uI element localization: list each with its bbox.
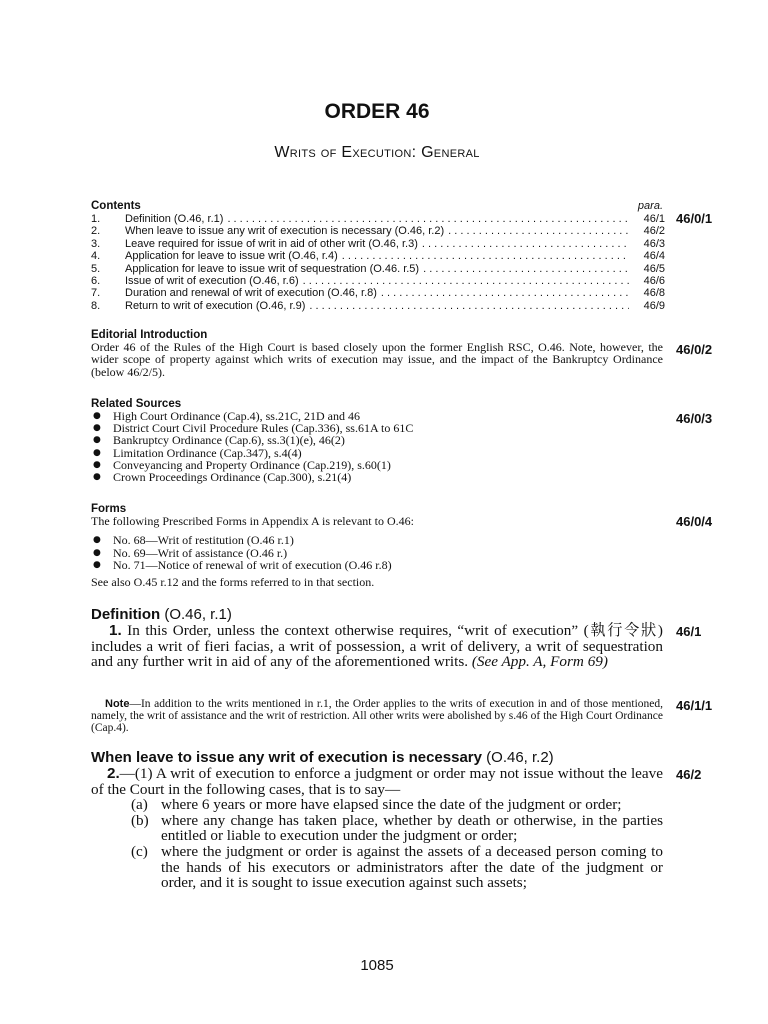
contents-entry — [91, 225, 665, 237]
rule-number: 1. — [109, 622, 122, 639]
dot-leader — [338, 250, 629, 262]
note-label: Note — [105, 698, 130, 710]
dot-leader — [305, 300, 629, 312]
margin-ref-note: 46/1/1 — [676, 698, 713, 713]
contents-entry-title: Definition (O.46, r.1) — [125, 213, 224, 225]
contents-entry-para: 46/9 — [643, 299, 665, 312]
contents-table — [91, 200, 665, 312]
dot-leader — [377, 287, 629, 299]
list-item: ● Crown Proceedings Ordinance (Cap.300), s.21(4) — [93, 470, 352, 485]
list-item: ● Conveyancing and Property Ordinance (Cap.219), s.60(1) — [93, 457, 391, 472]
page-number: 1085 — [360, 957, 394, 974]
definition-rule-text: 1. In this Order, unless the context otherwise requires, “writ of execution” (執行令狀) includes a writ of fieri facias, a writ of possession, a writ of delivery, a writ of sequestration and any further writ in aid of any of the aforementioned writs. (See App. A, Form 69) — [91, 622, 663, 671]
contents-entry-para: 46/2 — [643, 225, 665, 238]
contents-entry — [91, 275, 665, 287]
item-label: (a) — [131, 796, 148, 814]
contents-entry-title: Leave required for issue of writ in aid of other writ (O.46, r.3) — [125, 237, 418, 250]
list-item: ● No. 68—Writ of restitution (O.46 r.1) — [93, 533, 294, 548]
leave-section — [91, 749, 663, 891]
contents-header — [91, 200, 665, 213]
list-item: (a) where 6 years or more have elapsed since the date of the judgment or order; — [131, 796, 622, 814]
definition-heading: Definition (O.46, r.1) — [91, 606, 232, 623]
page-subtitle: Writs of Execution: General — [274, 144, 480, 161]
page-title: ORDER 46 — [324, 100, 430, 123]
contents-entry — [91, 250, 665, 262]
list-item: ● District Court Civil Procedure Rules (Cap.336), ss.61A to 61C — [93, 421, 414, 436]
bullet-icon: ● — [93, 472, 101, 483]
note-text: Note—In addition to the writs mentioned in r.1, the Order applies to the writs of execution in and of those mentioned, namely, the writ of assistance and the writ of restriction. All other writs were abolished by s.46 of the High Court Ordinance (Cap.4). — [91, 698, 663, 735]
contents-entry — [91, 263, 665, 275]
contents-entry-number: 3. — [91, 237, 101, 250]
contents-entry-number: 1. — [91, 213, 101, 225]
contents-entry — [91, 300, 665, 312]
margin-ref-definition: 46/1 — [676, 624, 702, 639]
margin-ref-contents: 46/0/1 — [676, 211, 713, 226]
contents-entry-title: When leave to issue any writ of execution is necessary (O.46, r.2) — [125, 225, 445, 238]
item-label: (b) — [131, 811, 149, 829]
forms-section — [91, 503, 663, 588]
definition-section — [91, 606, 663, 670]
forms-intro: The following Prescribed Forms in Appendix A is relevant to O.46: — [91, 514, 414, 528]
list-item: (b) where any change has taken place, whether by death or otherwise, in the parties entitled or liable to execution under the judgment or order; — [131, 811, 663, 845]
dot-leader — [444, 225, 629, 237]
dot-leader — [418, 238, 629, 250]
contents-entry-title: Application for leave to issue writ (O.46, r.4) — [125, 250, 338, 263]
contents-entry-para: 46/3 — [643, 237, 665, 250]
bullet-icon: ● — [93, 435, 101, 446]
list-item: ● High Court Ordinance (Cap.4), ss.21C, 21D and 46 — [93, 409, 360, 423]
margin-ref-related: 46/0/3 — [676, 411, 713, 426]
leave-heading: When leave to issue any writ of execution is necessary (O.46, r.2) — [91, 749, 554, 766]
rule-number: 2. — [107, 765, 120, 782]
list-item: ● Limitation Ordinance (Cap.347), s.4(4) — [93, 445, 302, 460]
bullet-icon: ● — [93, 411, 101, 421]
margin-ref-forms: 46/0/4 — [676, 514, 713, 529]
contents-entry — [91, 287, 665, 299]
contents-entry-para: 46/6 — [643, 274, 665, 287]
list-item: (c) where the judgment or order is against the assets of a deceased person coming to the hands of his executors or administrators after the date of the judgment or order, and it is sought to issue execution against such assets; — [131, 842, 663, 892]
bullet-icon: ● — [93, 547, 101, 558]
contents-heading: Contents — [91, 200, 141, 212]
list-item: ● No. 69—Writ of assistance (O.46 r.) — [93, 545, 288, 560]
contents-entry-number: 8. — [91, 299, 101, 312]
bullet-icon: ● — [93, 447, 101, 458]
contents-entry-title: Duration and renewal of writ of execution (O.46, r.8) — [125, 287, 377, 300]
margin-ref-leave: 46/2 — [676, 767, 702, 782]
editorial-text: Order 46 of the Rules of the High Court is based closely upon the former English RSC, O.46. Note, however, the wider scope of property against which writs of execution may issue, and the impact of the Bankruptcy Ordinance (below 46/2/5). — [91, 340, 663, 379]
related-sources-section — [91, 398, 663, 483]
bullet-icon: ● — [93, 559, 101, 570]
contents-entry-number: 6. — [91, 274, 101, 287]
contents-entry-title: Issue of writ of execution (O.46, r.6) — [125, 274, 299, 287]
contents-entry-title: Application for leave to issue writ of sequestration (O.46. r.5) — [125, 262, 420, 275]
contents-entry-title: Return to writ of execution (O.46, r.9) — [125, 299, 306, 312]
margin-ref-editorial: 46/0/2 — [676, 342, 713, 357]
list-item: ● Bankruptcy Ordinance (Cap.6), ss.3(1)(e), 46(2) — [93, 433, 345, 448]
contents-entry — [91, 213, 665, 225]
leave-rule-intro: 2.—(1) A writ of execution to enforce a judgment or order may not issue without the leave of the Court in the following cases, that is to say— — [91, 765, 663, 798]
dot-leader — [223, 213, 629, 225]
editorial-section — [91, 329, 663, 378]
related-sources-list — [91, 410, 663, 483]
contents-entry-number: 2. — [91, 225, 101, 238]
contents-entry — [91, 238, 665, 250]
forms-heading: Forms — [91, 503, 127, 515]
item-label: (c) — [131, 842, 148, 860]
contents-entry-number: 4. — [91, 250, 101, 263]
bullet-icon: ● — [93, 459, 101, 470]
contents-entry-para: 46/1 — [643, 213, 665, 225]
forms-see-also: See also O.45 r.12 and the forms referred to in that section. — [91, 575, 375, 590]
editorial-heading: Editorial Introduction — [91, 329, 208, 341]
dot-leader — [419, 263, 629, 275]
note-section — [91, 698, 663, 735]
contents-entry-number: 5. — [91, 262, 101, 275]
dot-leader — [299, 275, 629, 287]
bullet-icon: ● — [93, 535, 101, 546]
related-sources-heading: Related Sources — [91, 398, 182, 410]
form-reference: (See App. A, Form 69) — [468, 653, 608, 671]
bullet-icon: ● — [93, 423, 101, 434]
para-column-label: para. — [637, 200, 663, 212]
contents-entry-para: 46/5 — [643, 262, 665, 275]
forms-list — [91, 534, 663, 571]
list-item: ● No. 71—Notice of renewal of writ of execution (O.46 r.8) — [93, 557, 392, 572]
contents-entry-para: 46/4 — [643, 250, 665, 263]
contents-entry-number: 7. — [91, 287, 101, 300]
contents-entry-para: 46/8 — [643, 287, 665, 300]
